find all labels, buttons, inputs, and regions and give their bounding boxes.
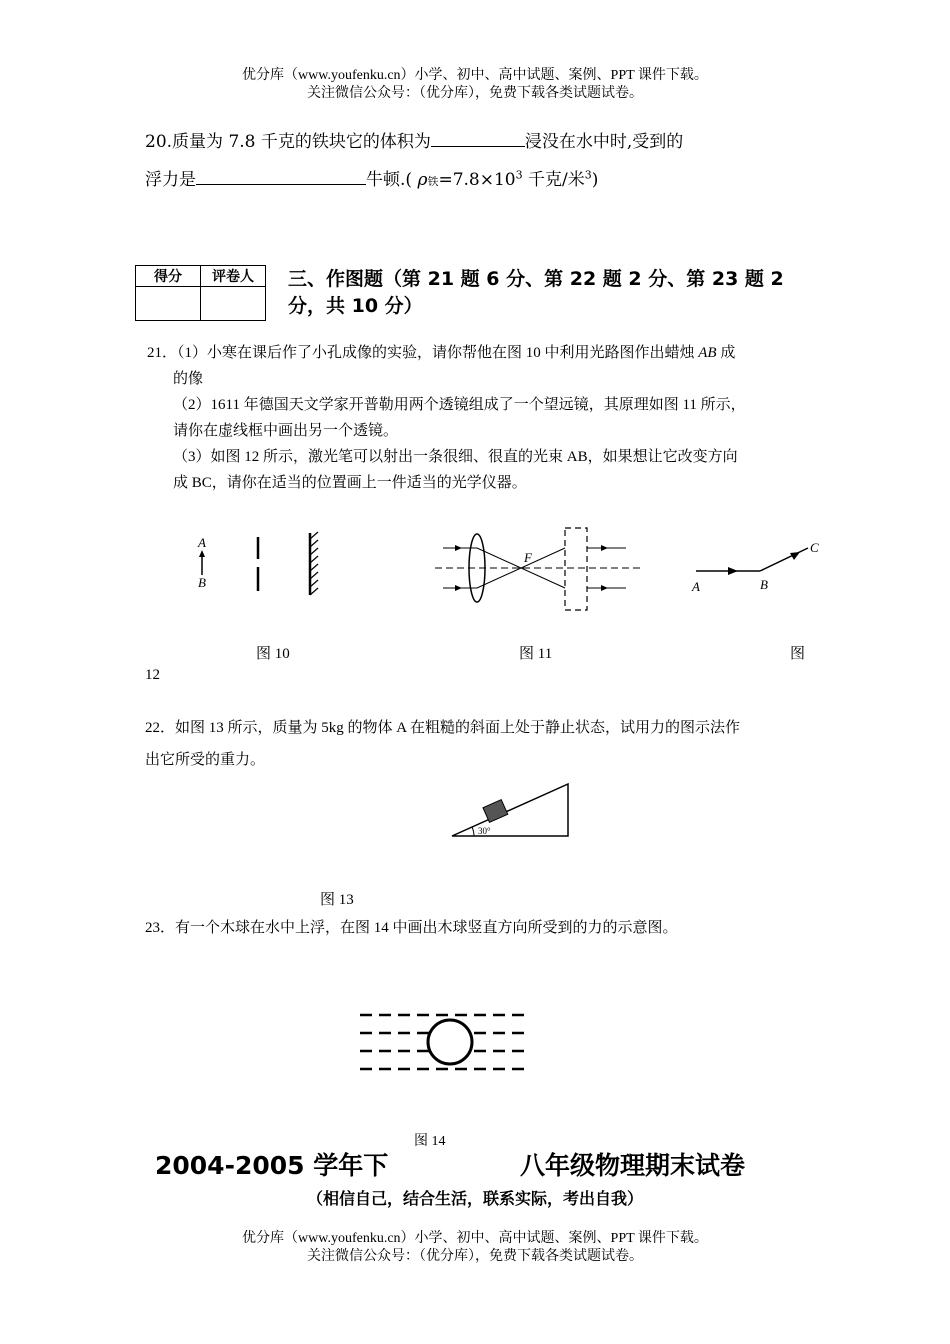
block-a — [483, 800, 508, 823]
arrow-head — [728, 567, 738, 575]
label-a: A — [692, 579, 700, 594]
caption-fig12: 图 — [790, 646, 806, 662]
q20-text: ) — [591, 170, 599, 190]
figure-11-telescope — [435, 528, 640, 610]
label-c: C — [810, 540, 819, 555]
caption-fig10: 图 10 — [256, 646, 290, 662]
caption-fig11: 图 11 — [519, 646, 553, 662]
rho-symbol: ρ — [417, 170, 428, 190]
q21-ab: AB — [698, 345, 717, 361]
header-line-1: 优分库（www.youfenku.cn）小学、初中、高中试题、案例、PPT 课件下载。 — [242, 68, 708, 83]
q21-text: 成 — [716, 345, 736, 361]
section-title — [288, 266, 818, 320]
q21-text: 21．（1）小寒在课后作了小孔成像的实验，请你帮他在图 10 中利用光路图作出蜡烛 — [147, 345, 699, 361]
q20-text: 浸没在水中时,受到的 — [524, 132, 684, 152]
rho-subscript: 铁 — [427, 175, 439, 188]
label-b: B — [760, 577, 768, 592]
caption-fig14: 图 14 — [414, 1134, 446, 1149]
focus-label: F — [524, 550, 532, 565]
label-a: A — [198, 535, 206, 550]
grader-header: 评卷人 — [201, 266, 266, 287]
caption-fig12-number: 12 — [145, 667, 160, 683]
section-title-line-2: 分，共 10 分） — [288, 295, 423, 317]
q22-text: 22．如图 13 所示，质量为 5kg 的物体 A 在粗糙的斜面上处于静止状态，试用力的图示法作 — [145, 720, 741, 736]
q21-text: （3）如图 12 所示，激光笔可以射出一条很细、很直的光束 AB，如果想让它改变方向 — [173, 449, 738, 465]
question-20-line-1 — [145, 127, 683, 152]
q20-text: 千克/米 — [522, 170, 585, 190]
question-22 — [145, 715, 740, 773]
q20-text: =7.8×10 — [438, 170, 516, 190]
arrow-head — [199, 550, 205, 557]
exam-subtitle: （相信自己，结合生活，联系实际，考出自我） — [306, 1189, 643, 1208]
beam-bc — [760, 548, 808, 571]
score-header: 得分 — [136, 266, 201, 287]
arrow-head — [601, 585, 608, 591]
q20-text: 20.质量为 7.8 千克的铁块它的体积为 — [145, 132, 431, 152]
figure-12-laser — [691, 540, 819, 594]
q21-text: （2）1611 年德国天文学家开普勒用两个透镜组成了一个望远镜，其原理如图 11 所示， — [173, 397, 746, 413]
inclined-plane — [452, 784, 568, 836]
figure-14-wooden-ball — [355, 1005, 540, 1085]
exponent: 3 — [584, 168, 592, 182]
angle-arc — [472, 827, 474, 836]
answer-blank-volume[interactable] — [431, 128, 525, 147]
question-21 — [147, 340, 746, 496]
question-20-line-2 — [145, 165, 598, 190]
wooden-ball — [428, 1020, 472, 1064]
figures-10-11-12 — [140, 515, 840, 635]
q21-text: 成 BC，请你在适当的位置画上一件适当的光学仪器。 — [173, 475, 527, 491]
arrow-head — [455, 545, 462, 551]
footer-line-2: 关注微信公众号：（优分库），免费下载各类试题试卷。 — [307, 1249, 643, 1264]
q22-text: 出它所受的重力。 — [145, 752, 266, 768]
q20-text: 浮力是 — [145, 170, 196, 190]
exponent: 3 — [515, 168, 523, 182]
footer-line-1: 优分库（www.youfenku.cn）小学、初中、高中试题、案例、PPT 课件下载。 — [242, 1231, 708, 1246]
label-b: B — [198, 575, 206, 590]
q21-text: 请你在虚线框中画出另一个透镜。 — [173, 423, 399, 439]
score-table — [135, 265, 266, 321]
section-title-line-1: 三、作图题（第 21 题 6 分、第 22 题 2 分、第 23 题 2 — [288, 268, 784, 290]
header-line-2: 关注微信公众号：（优分库），免费下载各类试题试卷。 — [307, 86, 643, 101]
grader-cell[interactable] — [201, 287, 266, 321]
q21-text: 的像 — [173, 371, 204, 387]
arrow-head — [455, 585, 462, 591]
angle-label: 30° — [478, 826, 491, 836]
score-cell[interactable] — [136, 287, 201, 321]
exam-title-year: 2004-2005 学年下 — [155, 1151, 389, 1180]
answer-blank-buoyancy[interactable] — [196, 166, 366, 185]
arrow-head — [601, 545, 608, 551]
exam-title-name: 八年级物理期末试卷 — [520, 1151, 746, 1180]
figure-10-pinhole — [197, 532, 318, 595]
q20-text: 牛顿.( — [366, 170, 413, 190]
question-23: 23．有一个木球在水中上浮，在图 14 中画出木球竖直方向所受到的力的示意图。 — [145, 920, 678, 936]
caption-fig13: 图 13 — [320, 892, 354, 908]
figure-13-incline — [440, 780, 600, 860]
dashed-lens-box[interactable] — [565, 528, 587, 610]
